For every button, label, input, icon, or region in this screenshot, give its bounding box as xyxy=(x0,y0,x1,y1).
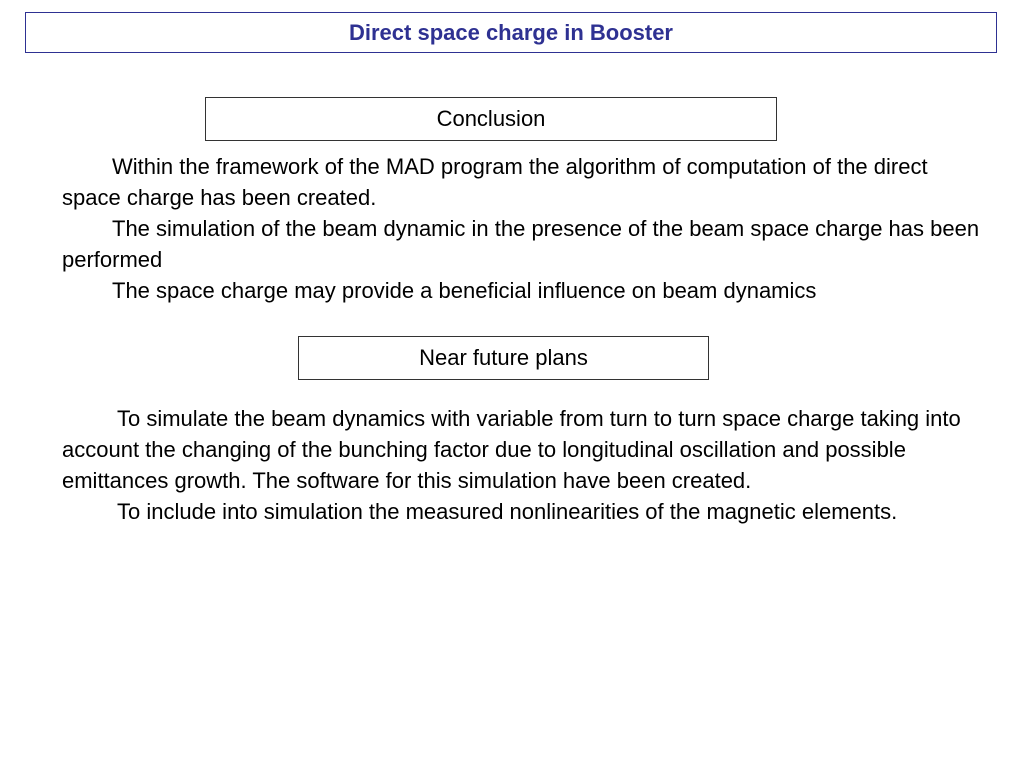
conclusion-heading: Conclusion xyxy=(436,106,546,131)
plans-heading-box xyxy=(298,336,709,380)
slide-title: Direct space charge in Booster xyxy=(348,19,673,45)
plans-paragraph: To include into simulation the measured nonlinearities of the magnetic elements. xyxy=(117,499,898,524)
plans-paragraph: To simulate the beam dynamics with variable from turn to turn space charge taking into account the changing of the bunching factor due to longitudinal oscillation and possible emittances growth. The software for this simulation have been created. xyxy=(62,406,961,493)
conclusion-paragraph: The space charge may provide a beneficial influence on beam dynamics xyxy=(112,278,817,303)
conclusion-heading-box xyxy=(205,97,777,141)
plans-heading: Near future plans xyxy=(419,345,588,370)
conclusion-paragraph: The simulation of the beam dynamic in the presence of the beam space charge has been performed xyxy=(62,216,980,272)
conclusion-paragraph: Within the framework of the MAD program the algorithm of computation of the direct space charge has been created. xyxy=(62,154,928,210)
slide-title-box xyxy=(25,12,997,53)
conclusion-body xyxy=(62,151,992,306)
plans-body xyxy=(62,403,992,527)
